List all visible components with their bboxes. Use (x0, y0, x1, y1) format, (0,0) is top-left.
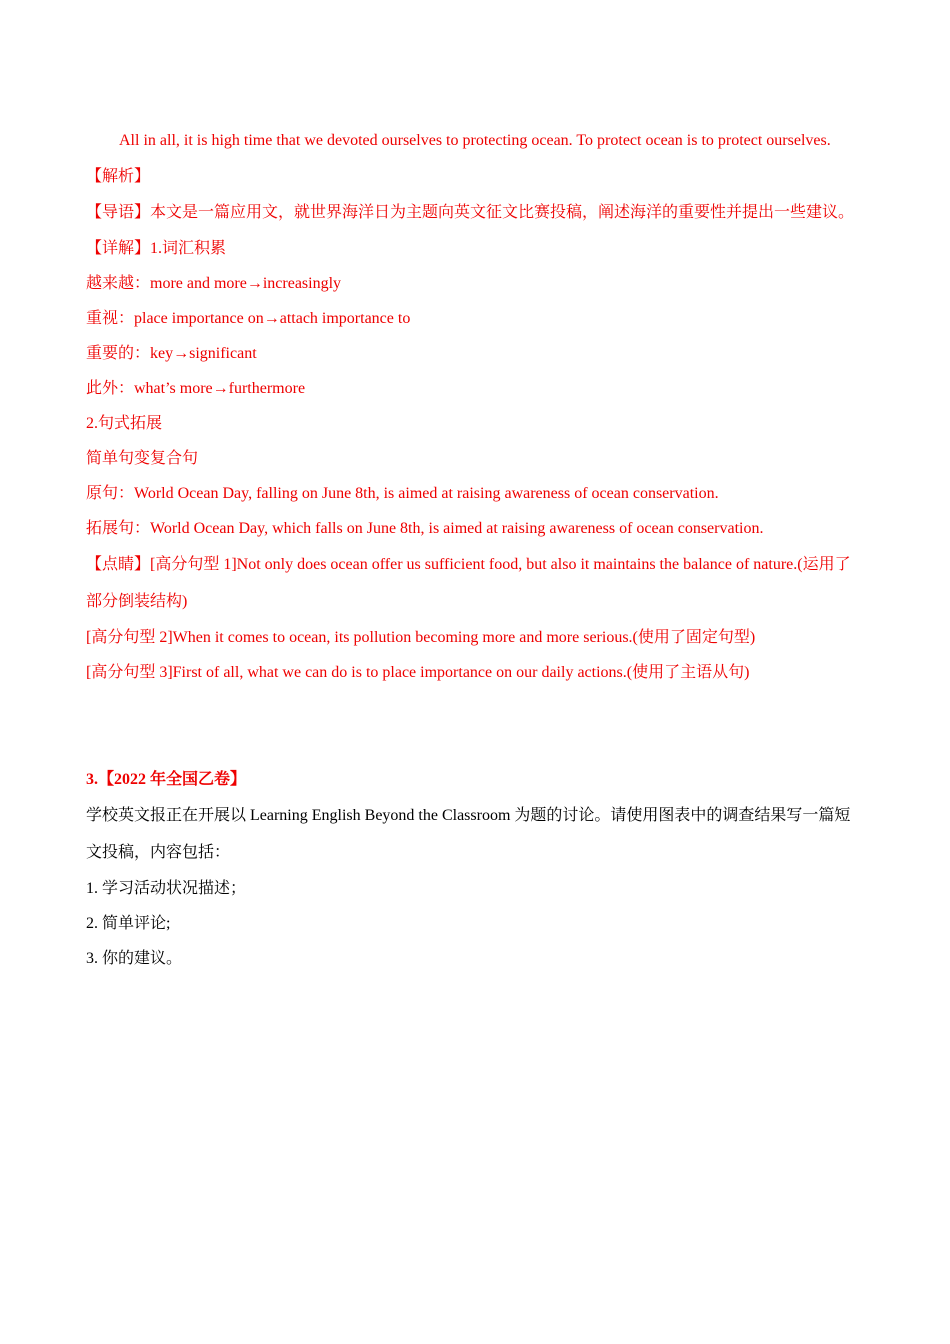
highlight-item: 【点睛】[高分句型 1]Not only does ocean offer us sufficient food, but also it maintains the balance of nature.(运用了部分倒装结构) (86, 556, 851, 610)
document-page (86, 122, 860, 976)
vocab-item: 重视：place importance on→attach importance to (86, 310, 411, 327)
sentence-header: 2.句式拓展 (86, 415, 163, 432)
analysis-intro: 【导语】本文是一篇应用文，就世界海洋日为主题向英文征文比赛投稿，阐述海洋的重要性并提出一些建议。 (86, 204, 855, 221)
sentence-subheader: 简单句变复合句 (86, 450, 199, 467)
question-prompt: 学校英文报正在开展以 Learning English Beyond the Classroom 为题的讨论。请使用图表中的调查结果写一篇短文投稿，内容包括： (86, 807, 851, 861)
highlight-item: [高分句型 3]First of all, what we can do is to place importance on our daily actions.(使用了主语从句) (86, 664, 750, 681)
expanded-sentence: 拓展句：World Ocean Day, which falls on June 8th, is aimed at raising awareness of ocean conservation. (86, 520, 764, 537)
question-title: 3.【2022 年全国乙卷】 (86, 771, 247, 788)
question-item: 3. 你的建议。 (86, 950, 183, 967)
vocab-item: 此外：what’s more→furthermore (86, 380, 306, 397)
vocab-item: 重要的：key→significant (86, 345, 257, 362)
detail-header: 【详解】1.词汇积累 (86, 240, 227, 257)
highlight-item: [高分句型 2]When it comes to ocean, its pollution becoming more and more serious.(使用了固定句型) (86, 629, 756, 646)
original-sentence: 原句：World Ocean Day, falling on June 8th, is aimed at raising awareness of ocean conservation. (86, 485, 719, 502)
question-item: 1. 学习活动状况描述； (86, 880, 247, 897)
answer-closing-paragraph: All in all, it is high time that we devoted ourselves to protecting ocean. To protect ocean is to protect ourselves. (119, 132, 831, 149)
vocab-item: 越来越：more and more→increasingly (86, 275, 342, 292)
analysis-header: 【解析】 (86, 168, 151, 185)
question-item: 2. 简单评论; (86, 915, 171, 932)
section-spacer (86, 690, 860, 762)
